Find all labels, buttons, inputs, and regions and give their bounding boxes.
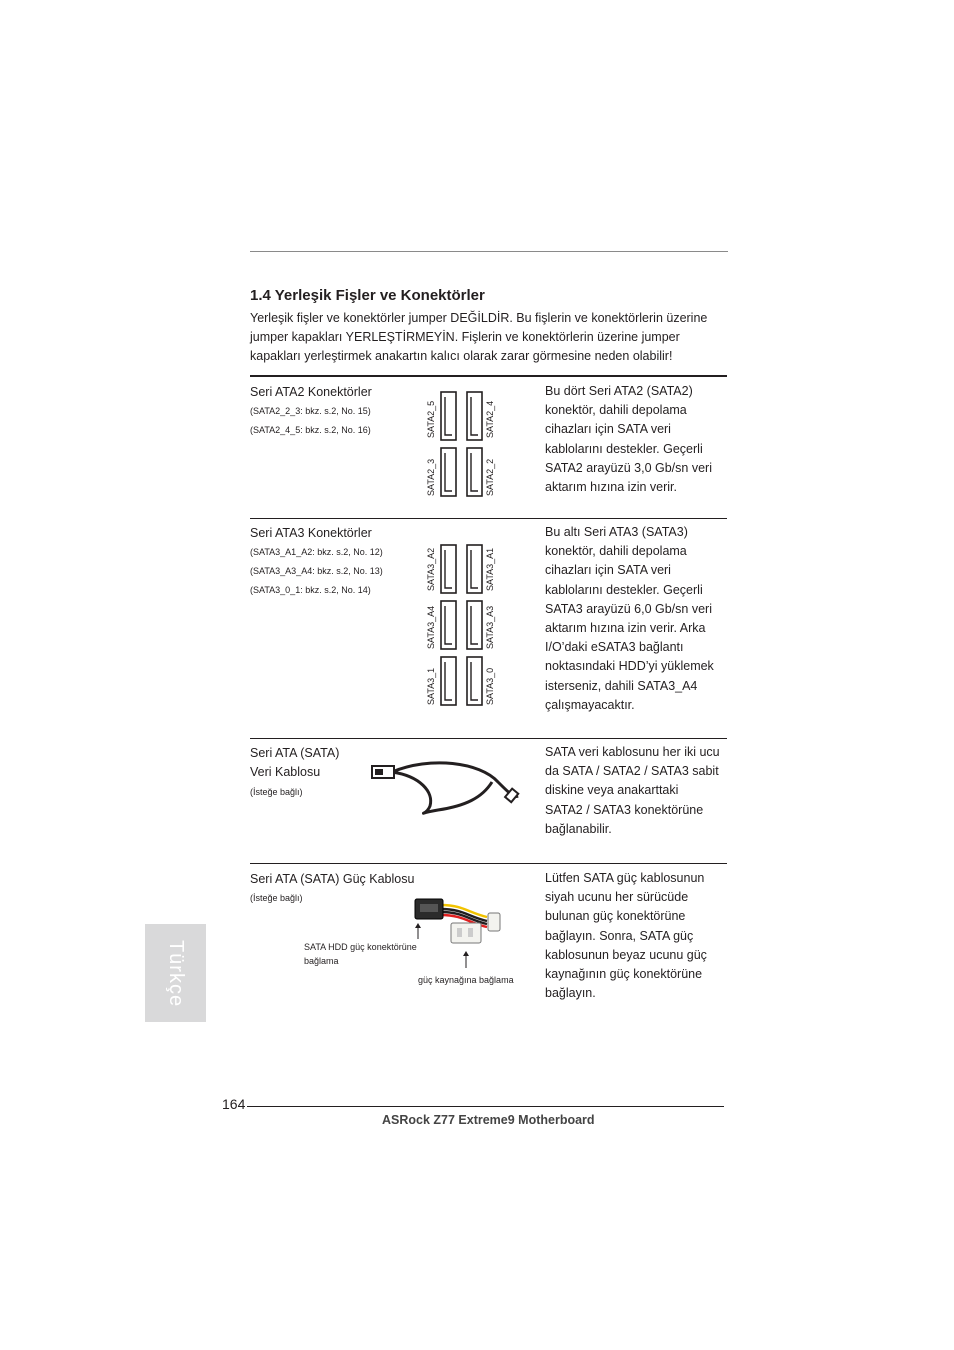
sata3-ref: (SATA3_0_1: bkz. s.2, No. 14) [250,585,371,595]
row-divider [250,738,727,739]
desc-line: diskine veya anakarttaki [545,783,679,798]
callout-power-supply: güç kaynağına bağlama [418,975,514,985]
desc-line: aktarım hızına izin verir. Arka [545,621,706,636]
row-divider [250,863,727,864]
row-divider [250,518,727,519]
intro-line: Yerleşik fişler ve konektörler jumper DEĞİLDİR. Bu fişlerin ve konektörlerin üzerine [250,311,708,325]
desc-line: SATA3 arayüzü 6,0 Gb/sn veri [545,601,712,616]
data-cable-title: Seri ATA (SATA) [250,746,340,760]
desc-line: isterseniz, dahili SATA3_A4 [545,678,698,693]
page-number: 164 [222,1096,246,1112]
sata3-ref: (SATA3_A3_A4: bkz. s.2, No. 13) [250,566,383,576]
desc-line: kablosunun beyaz ucunu güç [545,947,707,962]
sata3-ref: (SATA3_A1_A2: bkz. s.2, No. 12) [250,547,383,557]
desc-line: siyah ucunu her sürücüde [545,890,689,905]
connector-label: SATA2_4 [485,400,495,438]
desc-line: çalışmayacaktır. [545,697,635,712]
sata3-description [545,523,735,715]
desc-line: aktarım hızına izin verir. [545,480,677,495]
connector-label: SATA3_A3 [485,605,495,649]
section-heading: 1.4 Yerleşik Fişler ve Konektörler [250,287,485,304]
data-cable-description [545,743,735,839]
sata3-connector-diagram [420,543,505,708]
intro-paragraph [250,309,730,366]
connector-label: SATA2_5 [426,400,436,438]
desc-line: cihazları için SATA veri [545,563,671,578]
desc-line: kablolarını destekler. Geçerli [545,582,703,597]
sata2-ref: (SATA2_4_5: bkz. s.2, No. 16) [250,425,371,435]
top-rule [250,251,728,252]
desc-line: da SATA / SATA2 / SATA3 sabit [545,764,719,779]
connector-label: SATA3_1 [426,667,436,705]
desc-line: bağlayın. Sonra, SATA güç [545,928,694,943]
desc-line: konektör, dahili depolama [545,403,687,418]
desc-line: konektör, dahili depolama [545,544,687,559]
language-tab-label-wrap [145,924,206,1022]
desc-line: SATA2 / SATA3 konektörüne [545,802,704,817]
data-cable-title: Veri Kablosu [250,765,321,779]
desc-line: Bu dört Seri ATA2 (SATA2) [545,384,693,398]
connector-label: SATA3_A4 [426,605,436,649]
row-divider [250,375,727,377]
connector-label: SATA3_A2 [426,547,436,591]
connector-label: SATA2_2 [485,458,495,496]
sata2-connector-diagram [420,390,505,502]
desc-line: bağlayın. [545,986,596,1001]
desc-line: SATA2 arayüzü 3,0 Gb/sn veri [545,460,712,475]
connector-label: SATA2_3 [426,458,436,496]
desc-line: bağlanabilir. [545,821,612,836]
sata-data-cable-image [370,752,530,820]
language-tab-label: Türkçe [165,939,187,1007]
sata2-description [545,382,735,497]
footer-rule [247,1106,724,1107]
connector-label: SATA3_0 [485,667,495,705]
desc-line: SATA veri kablosunu her iki ucu [545,745,720,759]
callout-sata-hdd: bağlama [304,956,339,966]
desc-line: cihazları için SATA veri [545,422,671,437]
optional-note: (İsteğe bağlı) [250,893,303,903]
intro-line: jumper kapakları YERLEŞTİRMEYİN. Fişlerin ve konektörlerin üzerine jumper [250,330,680,344]
desc-line: kaynağının güç konektörüne [545,967,703,982]
desc-line: kablolarını destekler. Geçerli [545,441,703,456]
sata-power-cable-image [405,893,510,973]
desc-line: noktasındaki HDD’yi yüklemek [545,659,714,674]
desc-line: I/O’daki eSATA3 bağlantı [545,640,684,655]
power-cable-description [545,869,735,1003]
power-cable-title: Seri ATA (SATA) Güç Kablosu [250,872,415,886]
callout-sata-hdd: SATA HDD güç konektörüne [304,942,417,952]
desc-line: Lütfen SATA güç kablosunun [545,871,705,885]
intro-line: kapakları yerleştirmek anakartın kalıcı olarak zarar görmesine neden olabilir! [250,349,673,363]
sata2-ref: (SATA2_2_3: bkz. s.2, No. 15) [250,406,371,416]
sata2-title: Seri ATA2 Konektörler [250,385,372,399]
connector-label: SATA3_A1 [485,547,495,591]
footer-product-name: ASRock Z77 Extreme9 Motherboard [382,1113,595,1127]
optional-note: (İsteğe bağlı) [250,787,303,797]
sata3-title: Seri ATA3 Konektörler [250,526,372,540]
desc-line: bulunan güç konektörüne [545,909,686,924]
desc-line: Bu altı Seri ATA3 (SATA3) [545,525,688,539]
